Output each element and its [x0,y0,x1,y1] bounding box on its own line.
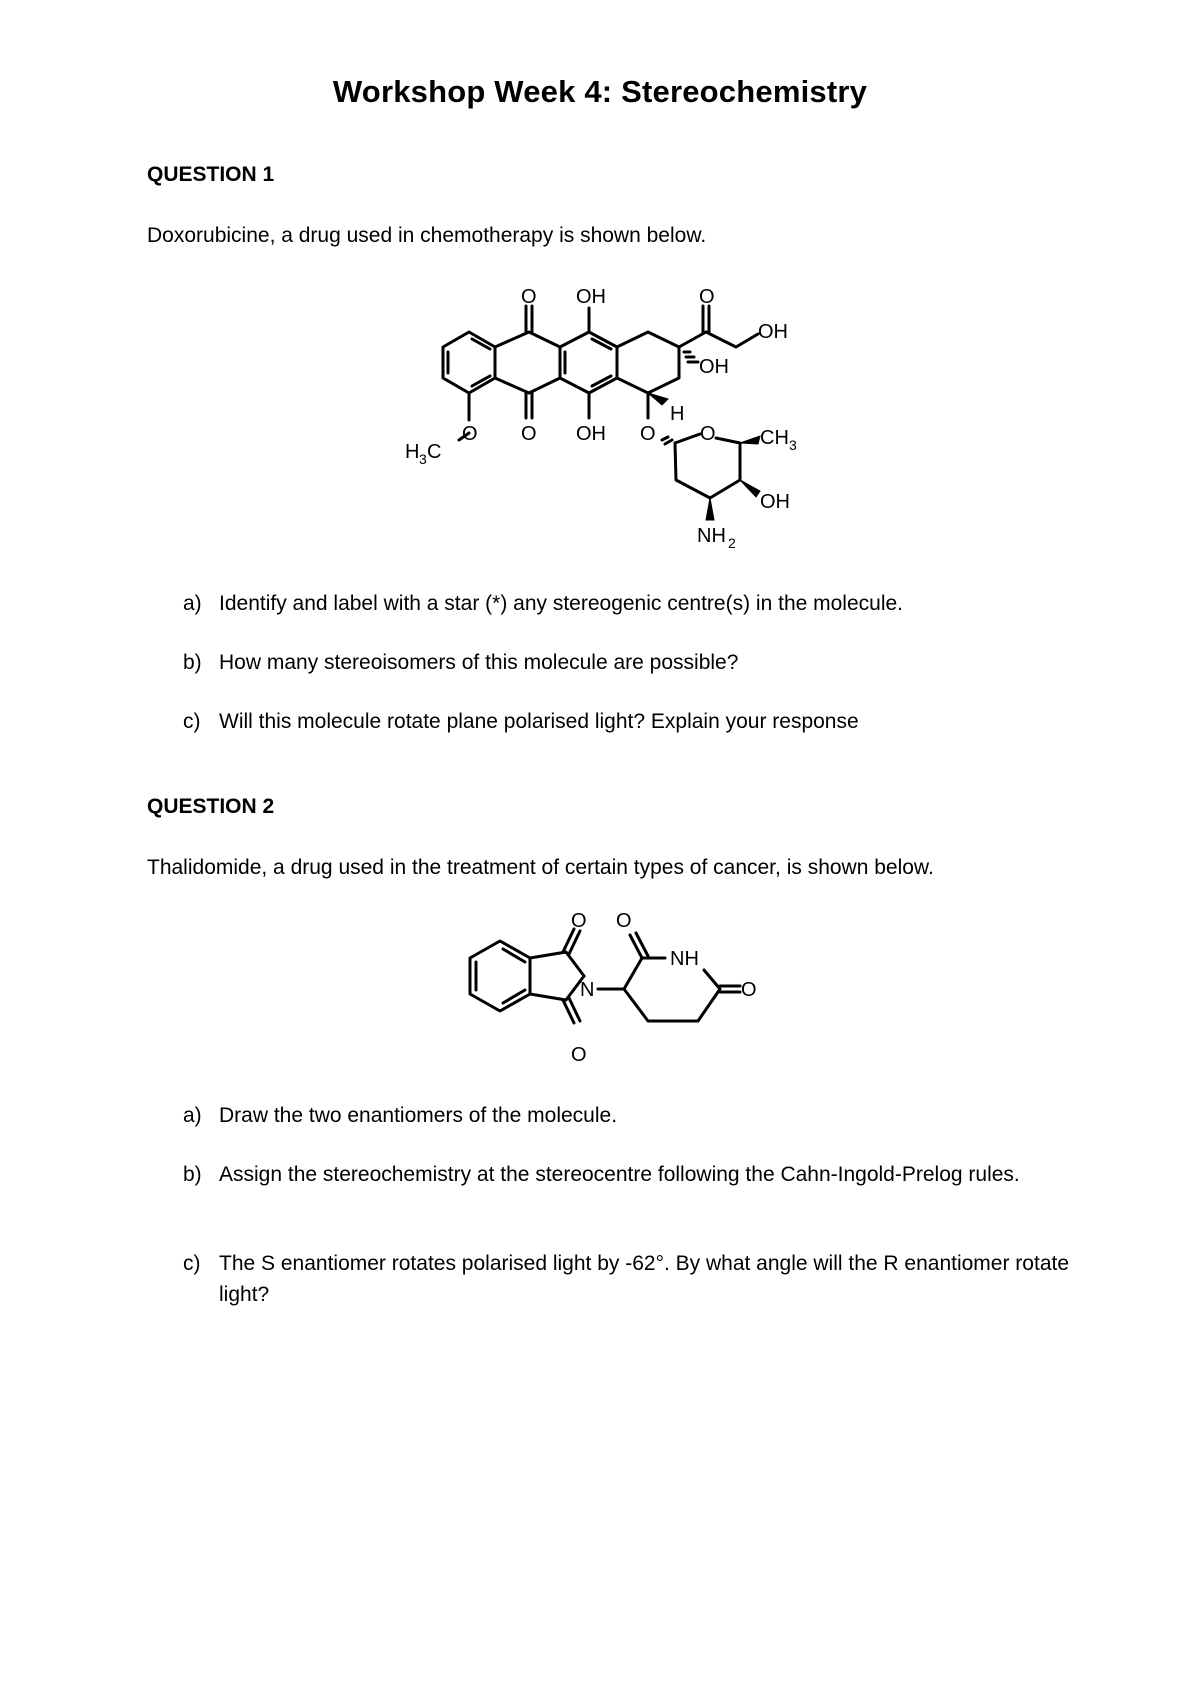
question-2-intro: Thalidomide, a drug used in the treatment of certain types of cancer, is shown below. [147,856,934,879]
thal-label-nh: NH [670,948,699,970]
dox-label-o-top-1: O [521,286,537,308]
dox-label-o-glycoside: O [640,423,656,445]
dox-label-h3c-3: 3 [419,451,427,467]
dox-label-oh-ring: OH [699,356,729,378]
dox-label-oh-sidechain: OH [758,321,788,343]
question-1-heading: QUESTION 1 [147,163,275,186]
item-label: c) [183,710,201,733]
question-1-intro: Doxorubicine, a drug used in chemotherapy is shown below. [147,224,707,247]
dox-label-oh-top: OH [576,286,606,308]
dox-label-oh-bottom: OH [576,423,606,445]
thal-label-o-right: O [741,979,757,1001]
item-text: The S enantiomer rotates polarised light by -62°. By what angle will the R enantiomer rotate light? [219,1252,1070,1306]
dox-label-nh2-nh: NH [697,525,726,547]
thal-label-o-top-2: O [616,910,632,932]
item-label: c) [183,1252,201,1275]
dox-label-h3c-c: C [427,441,442,463]
dox-label-o-bottom: O [521,423,537,445]
item-text: Assign the stereochemistry at the stereocentre following the Cahn-Ingold-Prelog rules. [219,1163,1020,1186]
dox-label-h3c-h: H [405,441,420,463]
question-2-heading: QUESTION 2 [147,795,275,818]
item-label: a) [183,1104,202,1127]
dox-label-nh2-2: 2 [728,535,736,551]
item-text: Identify and label with a star (*) any stereogenic centre(s) in the molecule. [219,592,904,615]
thal-label-o-top-1: O [571,910,587,932]
dox-label-h: H [670,403,685,425]
item-label: a) [183,592,202,615]
dox-label-oh-sugar: OH [760,491,790,513]
dox-label-ch3-3: 3 [789,437,797,453]
dox-label-ch3-ch: CH [760,427,789,449]
thal-label-n: N [580,979,595,1001]
item-label: b) [183,1163,202,1186]
dox-label-o-methoxy: O [462,423,478,445]
item-text: Will this molecule rotate plane polarised light? Explain your response [219,710,859,733]
item-text: Draw the two enantiomers of the molecule. [219,1104,618,1127]
item-label: b) [183,651,202,674]
dox-label-o-top-2: O [699,286,715,308]
page-title: Workshop Week 4: Stereochemistry [332,74,868,109]
item-text: How many stereoisomers of this molecule are possible? [219,651,739,674]
dox-label-o-sugar: O [700,423,716,445]
thal-label-o-bottom: O [571,1044,587,1066]
